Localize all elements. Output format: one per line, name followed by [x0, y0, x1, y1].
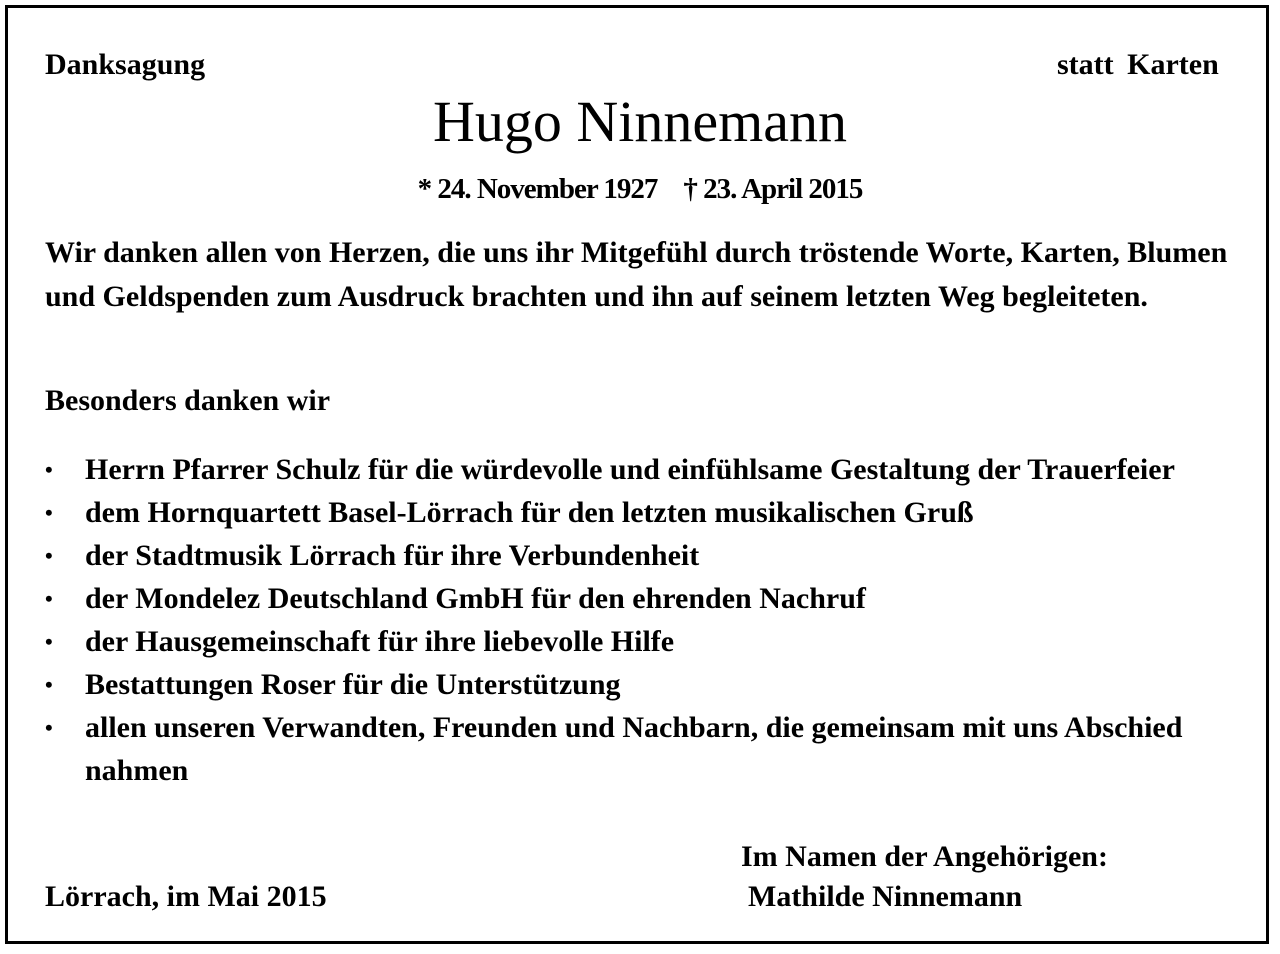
list-item-text: der Stadtmusik Lörrach für ihre Verbundenheit — [85, 539, 700, 572]
deceased-name: Hugo Ninnemann — [433, 89, 847, 154]
list-item — [45, 663, 1225, 706]
bullet: • — [45, 500, 53, 525]
notice-subtitle: statt Karten — [1057, 48, 1219, 81]
list-item-text: der Mondelez Deutschland GmbH für den ehrenden Nachruf — [85, 582, 866, 615]
birth-date: * 24. November 1927 — [417, 173, 658, 205]
list-item-text: Bestattungen Roser für die Unterstützung — [85, 668, 621, 701]
list-item — [45, 577, 1225, 620]
closing-label: Im Namen der Angehörigen: — [741, 840, 1108, 873]
bullet: • — [45, 672, 53, 697]
bullet: • — [45, 715, 53, 740]
place-date: Lörrach, im Mai 2015 — [45, 880, 327, 913]
list-item — [45, 620, 1225, 663]
bullet: • — [45, 543, 53, 568]
bullet: • — [45, 629, 53, 654]
thanks-intro: Besonders danken wir — [45, 384, 331, 417]
list-item-text: dem Hornquartett Basel-Lörrach für den letzten musikalischen Gruß — [85, 496, 974, 529]
list-item — [45, 534, 1225, 577]
notice-type-label: Danksagung — [45, 48, 206, 81]
list-item-text: Herrn Pfarrer Schulz für die würdevolle und einfühlsame Gestaltung der Trauerfeier — [85, 453, 1175, 486]
list-item-text: der Hausgemeinschaft für ihre liebevolle Hilfe — [85, 625, 675, 658]
list-item-text: allen unseren Verwandten, Freunden und Nachbarn, die gemeinsam mit uns Abschied nahmen — [85, 711, 1183, 787]
thanks-list — [45, 448, 1225, 792]
signer-name: Mathilde Ninnemann — [748, 880, 1023, 913]
bullet: • — [45, 586, 53, 611]
list-item — [45, 448, 1225, 491]
list-item — [45, 491, 1225, 534]
life-dates — [0, 173, 1280, 206]
list-item — [45, 706, 1225, 792]
death-date: † 23. April 2015 — [683, 173, 863, 205]
thanks-message: Wir danken allen von Herzen, die uns ihr Mitgefühl durch tröstende Worte, Karten, Blumen und Geldspenden zum Ausdruck brachten und ihn auf seinem letzten Weg begleiteten. — [45, 236, 1228, 313]
bullet: • — [45, 457, 53, 482]
